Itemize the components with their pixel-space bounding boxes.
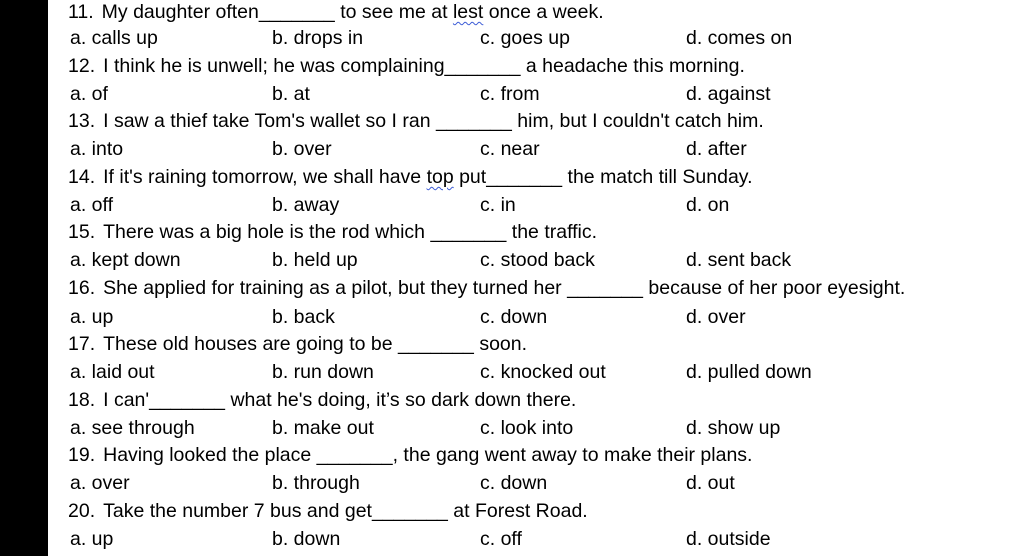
question-text: at Forest Road. [447,500,588,522]
question-text: I think he is unwell; he was complaining [103,55,445,77]
question-text: Take the number 7 bus and get [103,500,372,522]
option-c: c. look into [480,417,574,439]
option-b: b. run down [272,361,374,383]
option-b: b. over [272,138,332,160]
options-row-20 [70,527,970,551]
options-row-11 [70,26,970,50]
option-c: c. stood back [480,249,595,271]
answer-blank: _______ [258,1,335,23]
option-d: d. out [686,472,735,494]
option-d: d. pulled down [686,361,812,383]
question-text: a headache this morning. [520,55,745,77]
question-text: him, but I couldn't catch him. [511,110,764,132]
option-c: c. goes up [480,27,570,49]
options-row-15 [70,248,970,272]
question-number: 13. [68,110,96,132]
option-b: b. drops in [272,27,364,49]
options-row-17 [70,360,970,384]
question-11 [68,0,604,24]
question-18 [68,388,576,412]
question-text: There was a big hole is the rod which [103,221,431,243]
worksheet [48,0,1024,556]
option-b: b. at [272,83,310,105]
question-text: soon. [473,333,528,355]
option-a: a. up [70,306,114,328]
option-c: c. near [480,138,540,160]
option-a: a. laid out [70,361,155,383]
answer-blank: _______ [444,55,521,77]
option-a: a. off [70,194,114,216]
options-row-19 [70,471,970,495]
question-19 [68,443,752,467]
option-c: c. knocked out [480,361,606,383]
question-14 [68,165,753,189]
option-d: d. outside [686,528,771,550]
question-20 [68,499,588,523]
option-a: a. into [70,138,124,160]
question-12 [68,54,745,78]
question-number: 12. [68,55,96,77]
question-text: These old houses are going to be [103,333,398,355]
spellcheck-flagged-word: top [426,166,454,188]
option-d: d. over [686,306,746,328]
answer-blank: _______ [371,500,448,522]
question-text: what he's doing, it’s so dark down there. [225,389,577,411]
question-text: the match till Sunday. [562,166,753,188]
answer-blank: _______ [149,389,226,411]
question-text: , the gang went away to make their plans. [392,444,753,466]
option-b: b. held up [272,249,358,271]
spellcheck-flagged-word: lest [452,1,484,23]
options-row-16 [70,305,970,329]
question-number: 17. [68,333,96,355]
options-row-13 [70,137,970,161]
question-15 [68,220,597,244]
question-text: I can' [103,389,150,411]
option-a: a. see through [70,417,195,439]
question-number: 16. [68,277,96,299]
answer-blank: _______ [430,221,507,243]
answer-blank: _______ [486,166,563,188]
question-text: once a week. [483,1,604,23]
option-d: d. on [686,194,730,216]
option-a: a. kept down [70,249,181,271]
question-text: I saw a thief take Tom's wallet so I ran [103,110,436,132]
option-b: b. through [272,472,360,494]
option-d: d. after [686,138,747,160]
question-number: 19. [68,444,96,466]
question-text: put [453,166,487,188]
question-number: 18. [68,389,96,411]
question-text: because of her poor eyesight. [643,277,906,299]
option-c: c. in [480,194,516,216]
question-number: 14. [68,166,96,188]
option-a: a. over [70,472,130,494]
option-c: c. from [480,83,540,105]
question-number: 20. [68,500,96,522]
option-d: d. show up [686,417,781,439]
question-17 [68,332,527,356]
question-text: She applied for training as a pilot, but they turned her [103,277,568,299]
answer-blank: _______ [397,333,474,355]
option-a: a. up [70,528,114,550]
option-a: a. calls up [70,27,158,49]
answer-blank: _______ [567,277,643,299]
options-row-12 [70,82,970,106]
question-number: 15. [68,221,96,243]
option-d: d. comes on [686,27,793,49]
question-13 [68,109,764,133]
question-text: the traffic. [506,221,598,243]
question-text: to see me at [334,1,453,23]
option-b: b. down [272,528,341,550]
question-16 [68,276,905,300]
option-b: b. back [272,306,335,328]
question-text: If it's raining tomorrow, we shall have [103,166,427,188]
left-black-bar [0,0,48,556]
option-c: c. down [480,306,548,328]
option-c: c. off [480,528,522,550]
option-b: b. make out [272,417,374,439]
options-row-14 [70,193,970,217]
question-number: 11. [68,1,94,23]
option-b: b. away [272,194,340,216]
option-d: d. sent back [686,249,792,271]
answer-blank: _______ [316,444,393,466]
option-c: c. down [480,472,548,494]
option-d: d. against [686,83,771,105]
options-row-18 [70,416,970,440]
option-a: a. of [70,83,108,105]
question-text: Having looked the place [103,444,317,466]
answer-blank: _______ [435,110,512,132]
question-text: My daughter often [101,1,259,23]
